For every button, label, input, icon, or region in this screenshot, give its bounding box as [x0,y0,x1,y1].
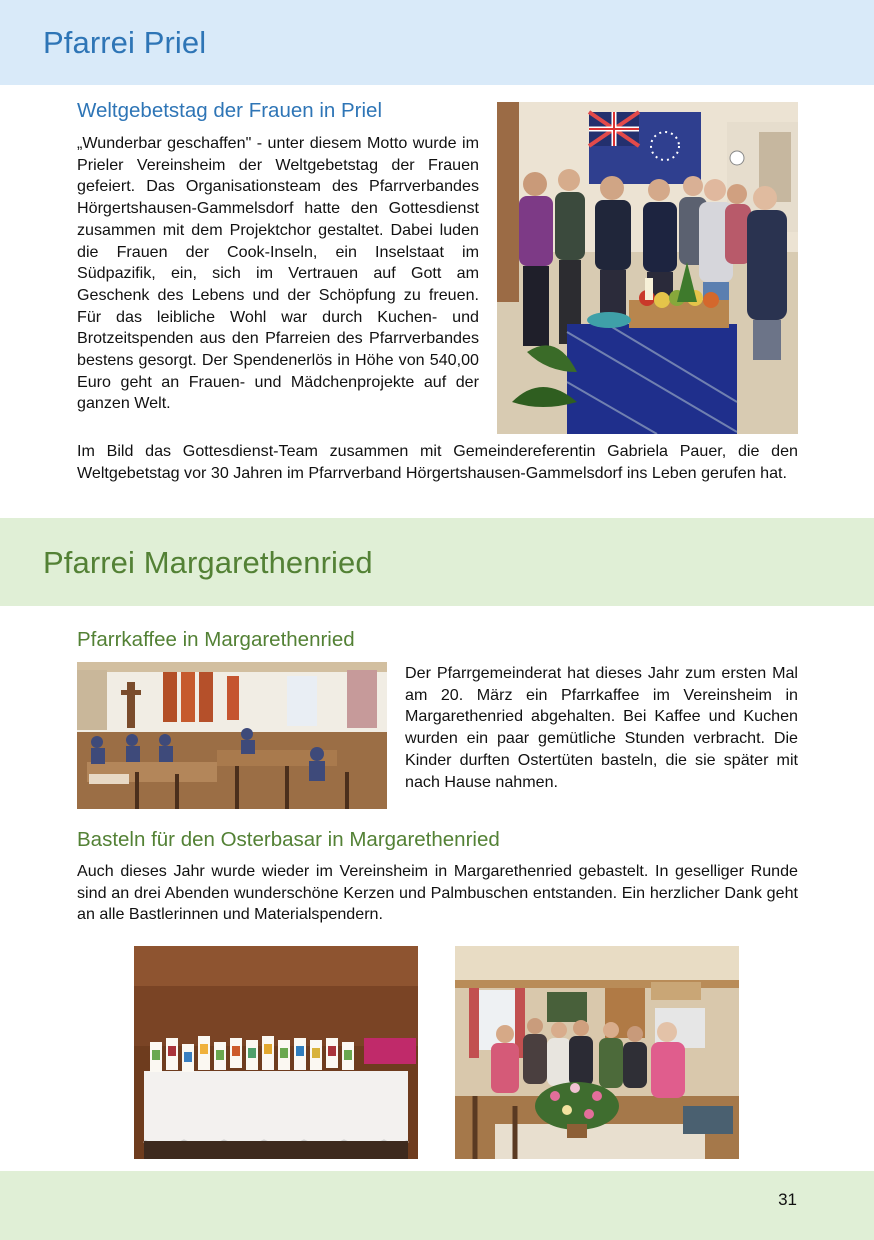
section-title-priel: Pfarrei Priel [43,25,207,60]
section-title-margarethenried: Pfarrei Margarethenried [43,545,373,580]
photo-weltgebetstag-group [497,102,798,434]
photo-bastel-group [455,946,739,1159]
article-title-basteln: Basteln für den Osterbasar in Margarethenried [77,828,500,851]
photo-easter-candles [134,946,418,1159]
article-title-pfarrkaffee: Pfarrkaffee in Margarethenried [77,628,355,651]
article-paragraph-pfarrkaffee: Der Pfarrgemeinderat hat dieses Jahr zum ersten Mal am 20. März ein Pfarrkaffee im Vereinsheim in Margarethenried abgehalten. Bei Kaffee und Kuchen wurden ein paar gemütliche Stunden verbracht. Die Kinder durften Ostertüten basteln, die sie später mit nach Hause nahmen. [405,664,798,791]
photo-pfarrkaffee-room [77,662,387,809]
article-paragraph-basteln: Auch dieses Jahr wurde wieder im Vereinsheim in Margarethenried gebastelt. In geselliger Runde sind an drei Abenden wunderschöne Kerzen und Palmbuschen entstanden. Ein herzlicher Dank geht an alle Bastlerinnen und Materialspendern. [77,862,798,924]
article-caption-weltgebetstag: Im Bild das Gottesdienst-Team zusammen mit Gemeindereferentin Gabriela Pauer, die den Weltgebetstag vor 30 Jahren im Pfarrverband Hörgertshausen-Gammelsdorf ins Leben gerufen hat. [77,442,798,482]
page-number: 31 [778,1190,797,1209]
article-paragraph-weltgebetstag: „Wunderbar geschaffen" - unter diesem Motto wurde im Prieler Vereinsheim der Weltgebetstag der Frauen gefeiert. Das Organisationsteam des Pfarrverbandes Hörgertshausen-Gammelsdorf hatte den Gottesdienst zusammen mit dem Projektchor gestaltet. Dabei luden die Frauen der Cook-Inseln, ein Inselstaat im Südpazifik, ein, sich im Vertrauen auf Gott am Geschenk des Lebens und der Schöpfung zu freuen. Für das leibliche Wohl war durch Kuchen- und Brotzeitspenden aus den Pfarreien des Pfarrverbandes bestens gesorgt. Der Spendenerlös in Höhe von 540,00 Euro geht an Frauen- und Mädchenprojekte auf der ganzen Welt. [77,134,479,413]
article-title-weltgebetstag: Weltgebetstag der Frauen in Priel [77,99,383,122]
footer-band [0,1171,874,1240]
